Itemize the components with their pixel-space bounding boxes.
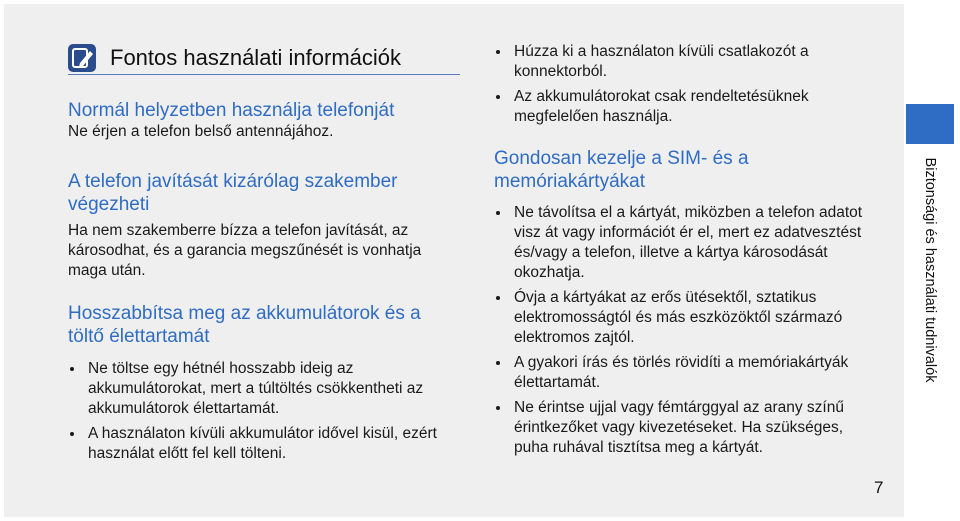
- page-number: 7: [874, 478, 884, 497]
- list-item: Ne érintse ujjal vagy fémtárggyal az arany színű érintkezőket vagy kivezetéseket. Ha szükséges, puha ruhával tisztítsa meg a kártyát.: [494, 398, 874, 458]
- list-item: Ne töltse egy hétnél hosszabb ideig az akkumulátorokat, mert a túltöltés csökkentheti az akkumulátorok élettartamát.: [68, 359, 460, 419]
- list-item: Húzza ki a használaton kívüli csatlakozót a konnektorból.: [494, 42, 874, 82]
- bullet-list: [494, 203, 874, 458]
- page-title: Fontos használati információk: [110, 45, 402, 70]
- section-normal-use: [68, 99, 460, 142]
- section-header: [68, 40, 460, 78]
- section-body: Ne érjen a telefon belső antennájához.: [68, 123, 334, 140]
- section-repair: [68, 170, 460, 281]
- note-pencil-icon: [68, 44, 96, 72]
- bullet-list: [68, 359, 460, 464]
- list-item: A gyakori írás és törlés rövidíti a memóriakártyák élettartamát.: [494, 353, 874, 393]
- chapter-tab: [906, 104, 954, 144]
- section-heading: Hosszabbítsa meg az akkumulátorok és a töltő élettartamát: [68, 303, 421, 347]
- list-item: A használaton kívüli akkumulátor idővel kisül, ezért használat előtt fel kell tölteni.: [68, 424, 460, 464]
- section-heading: Gondosan kezelje a SIM- és a memóriakártyákat: [494, 148, 749, 192]
- bullet-list: [494, 42, 874, 132]
- list-item: Óvja a kártyákat az erős ütésektől, sztatikus elektromosságtól és más eszközöktől származó elektromos zajtól.: [494, 288, 874, 348]
- section-sim-cards: [494, 147, 894, 463]
- title-divider: [68, 74, 460, 75]
- section-heading: Normál helyzetben használja telefonját: [68, 100, 395, 121]
- section-body: Ha nem szakemberre bízza a telefon javítását, az károsodhat, és a garancia megszűnését is vonhatja maga után.: [68, 222, 422, 279]
- list-item: Az akkumulátorokat csak rendeltetésüknek megfelelően használja.: [494, 87, 874, 127]
- list-item: Ne távolítsa el a kártyát, miközben a telefon adatot visz át vagy információt ér el, mert ez adatvesztést és/vagy a telefon, illetve a kártya károsodását okozhatja.: [494, 203, 874, 283]
- chapter-label: Biztonsági és használati tudnivalók: [922, 157, 938, 383]
- section-heading: A telefon javítását kizárólag szakember végezheti: [68, 171, 398, 215]
- section-battery: [68, 302, 460, 469]
